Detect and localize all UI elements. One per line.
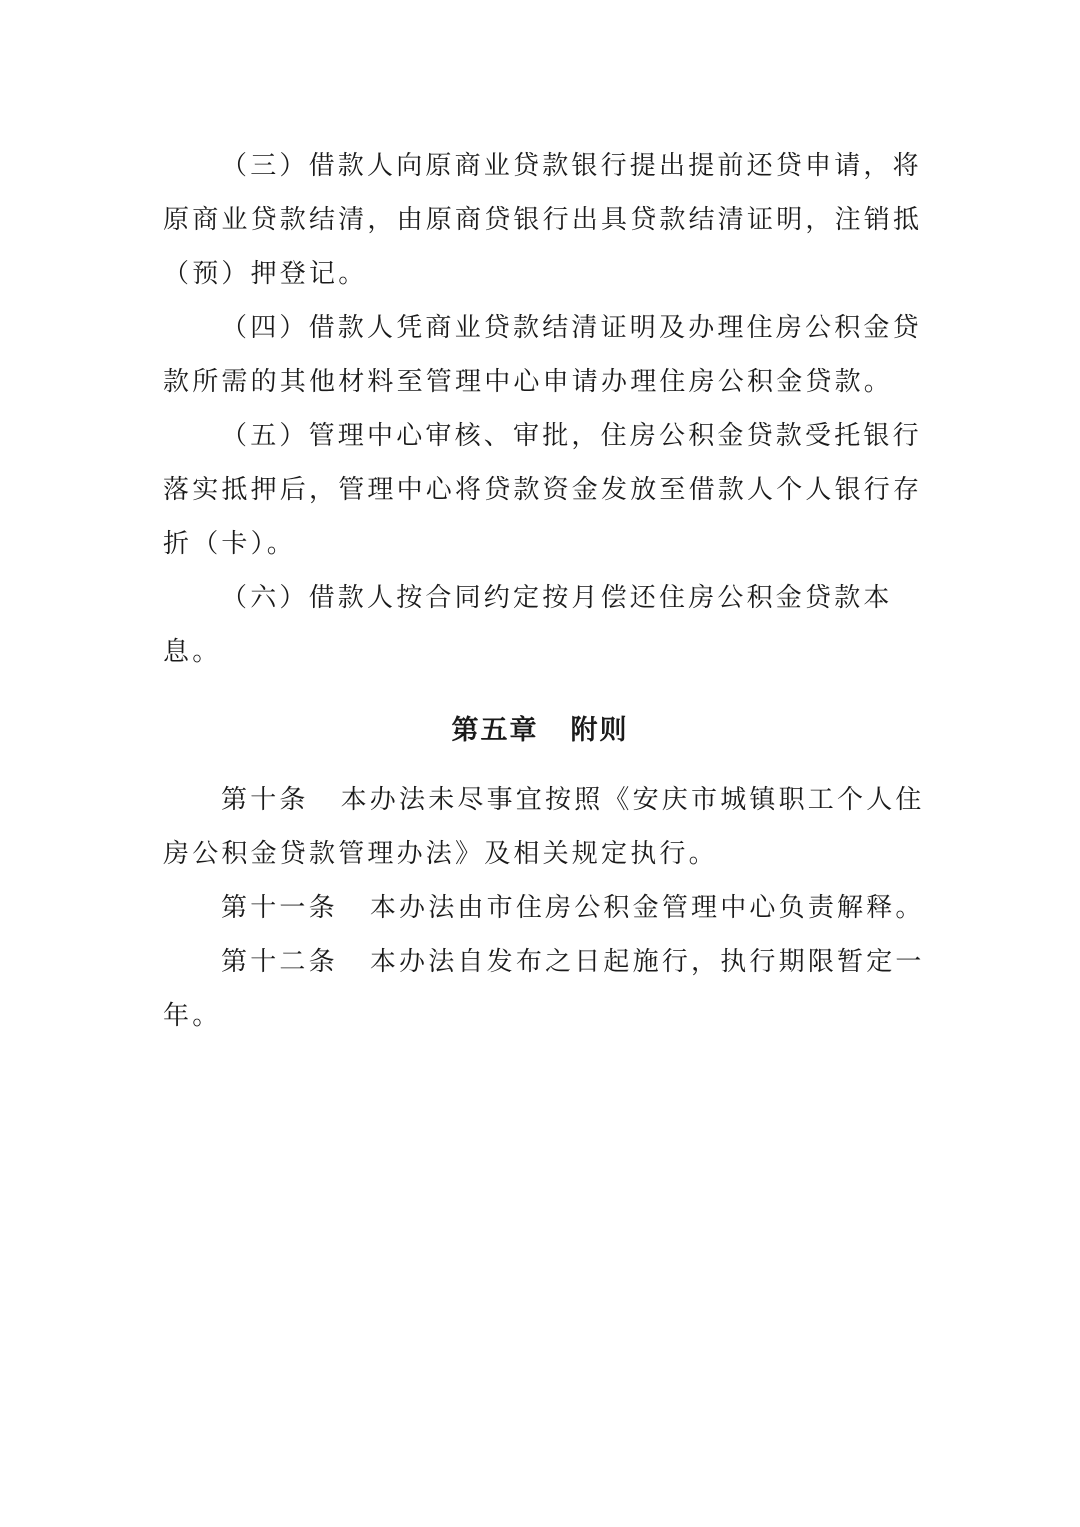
article-10-text: 本办法未尽事宜按照《安庆市城镇职工个人住: [340, 785, 925, 815]
article-12-line-2: 年。: [163, 1001, 222, 1031]
article-11-line-1: [163, 881, 923, 935]
article-12-label: 第十二条: [221, 947, 338, 977]
article-11-text: 本办法由市住房公积金管理中心负责解释。: [369, 893, 925, 923]
paragraph-3-line-2: 原商业贷款结清，由原商贷银行出具贷款结清证明，注销抵: [163, 205, 923, 235]
paragraph-6-line-2: 息。: [163, 637, 222, 667]
article-10-line-2: 房公积金贷款管理办法》及相关规定执行。: [163, 839, 718, 869]
chapter-title: 附则: [570, 715, 629, 746]
chapter-number: 第五章: [451, 715, 539, 746]
article-10-line-1: [163, 773, 923, 827]
article-11-label: 第十一条: [221, 893, 338, 923]
articles: [163, 773, 923, 1043]
paragraph-3-line-1: （三）借款人向原商业贷款银行提出提前还贷申请，将: [221, 151, 922, 181]
paragraph-4-line-1: （四）借款人凭商业贷款结清证明及办理住房公积金贷: [221, 313, 922, 343]
paragraph-4-line-2: 款所需的其他材料至管理中心申请办理住房公积金贷款。: [163, 367, 894, 397]
article-10-label: 第十条: [221, 785, 309, 815]
article-12-line-1: [163, 935, 923, 989]
paragraph-5-line-2: 落实抵押后，管理中心将贷款资金发放至借款人个人银行存: [163, 475, 923, 505]
paragraph-5-line-3: 折（卡）。: [163, 529, 297, 559]
chapter-heading: [0, 708, 1080, 747]
paragraph-3-line-3: （预）押登记。: [163, 259, 368, 289]
paragraph-5-line-1: （五）管理中心审核、审批，住房公积金贷款受托银行: [221, 421, 922, 451]
paragraph-6-line-1: （六）借款人按合同约定按月偿还住房公积金贷款本: [221, 583, 893, 613]
procedure-steps: [163, 139, 923, 679]
article-12-text: 本办法自发布之日起施行，执行期限暂定一: [369, 947, 925, 977]
